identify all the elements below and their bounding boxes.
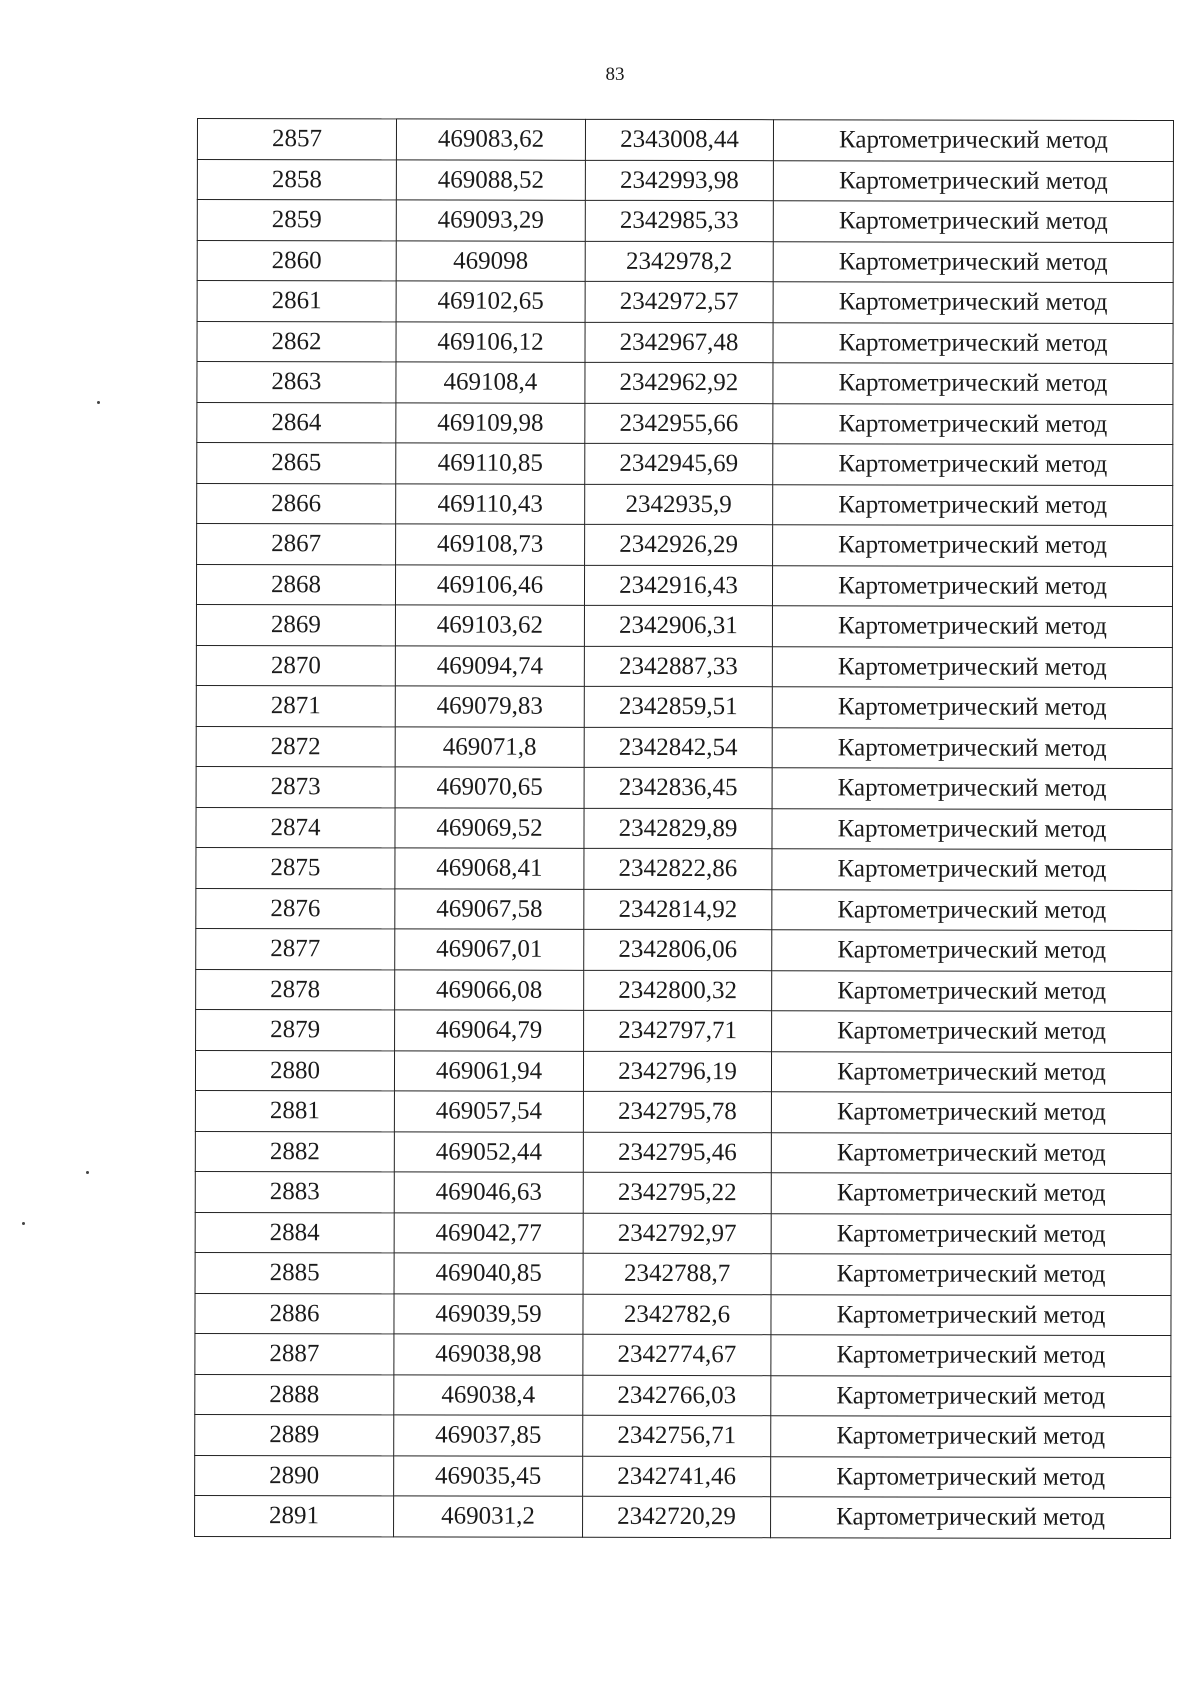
- table-row: [197, 321, 1173, 364]
- x-coordinate-cell: 469088,52: [396, 159, 585, 200]
- table-row: [195, 1212, 1171, 1255]
- y-coordinate-cell: 2342967,48: [585, 322, 773, 363]
- table-row: [195, 1495, 1171, 1538]
- table-row: [195, 1252, 1171, 1295]
- y-coordinate-cell: 2342756,71: [583, 1415, 771, 1456]
- method-cell: Картометрический метод: [771, 1254, 1171, 1295]
- y-coordinate-cell: 2342822,86: [584, 848, 772, 889]
- table-row: [195, 1455, 1171, 1498]
- y-coordinate-cell: 2342806,06: [584, 929, 772, 970]
- point-number-cell: 2875: [196, 847, 395, 888]
- table-row: [196, 564, 1172, 607]
- x-coordinate-cell: 469042,77: [394, 1212, 583, 1253]
- y-coordinate-cell: 2342796,19: [583, 1051, 771, 1092]
- y-coordinate-cell: 2342766,03: [583, 1375, 771, 1416]
- x-coordinate-cell: 469110,85: [396, 443, 585, 484]
- x-coordinate-cell: 469110,43: [396, 483, 585, 524]
- table-row: [196, 685, 1172, 728]
- x-coordinate-cell: 469064,79: [395, 1010, 584, 1051]
- y-coordinate-cell: 2342993,98: [585, 160, 773, 201]
- x-coordinate-cell: 469068,41: [395, 848, 584, 889]
- table-row: [197, 119, 1173, 162]
- point-number-cell: 2889: [195, 1414, 394, 1455]
- method-cell: Картометрический метод: [771, 1335, 1171, 1376]
- x-coordinate-cell: 469108,4: [396, 362, 585, 403]
- y-coordinate-cell: 2342985,33: [585, 200, 773, 241]
- point-number-cell: 2877: [196, 928, 395, 969]
- table-row: [197, 281, 1173, 324]
- method-cell: Картометрический метод: [771, 1092, 1171, 1133]
- x-coordinate-cell: 469067,01: [395, 929, 584, 970]
- point-number-cell: 2890: [195, 1455, 394, 1496]
- table-row: [197, 240, 1173, 283]
- x-coordinate-cell: 469039,59: [394, 1293, 583, 1334]
- point-number-cell: 2886: [195, 1293, 394, 1334]
- point-number-cell: 2872: [196, 726, 395, 767]
- method-cell: Картометрический метод: [772, 606, 1172, 647]
- method-cell: Картометрический метод: [772, 808, 1172, 849]
- x-coordinate-cell: 469106,46: [395, 564, 584, 605]
- y-coordinate-cell: 2342782,6: [583, 1294, 771, 1335]
- method-cell: Картометрический метод: [773, 444, 1173, 485]
- point-number-cell: 2888: [195, 1374, 394, 1415]
- point-number-cell: 2891: [195, 1495, 394, 1536]
- y-coordinate-cell: 2342720,29: [583, 1496, 771, 1537]
- y-coordinate-cell: 2342978,2: [585, 241, 773, 282]
- table-row: [196, 766, 1172, 809]
- coordinates-table-body: [195, 119, 1174, 1539]
- method-cell: Картометрический метод: [772, 565, 1172, 606]
- x-coordinate-cell: 469070,65: [395, 767, 584, 808]
- method-cell: Картометрический метод: [773, 201, 1173, 242]
- coordinates-table: [194, 118, 1174, 1539]
- point-number-cell: 2883: [195, 1171, 394, 1212]
- scan-speck: [97, 401, 100, 404]
- y-coordinate-cell: 2342962,92: [585, 362, 773, 403]
- method-cell: Картометрический метод: [771, 1294, 1171, 1335]
- point-number-cell: 2858: [197, 159, 396, 200]
- method-cell: Картометрический метод: [771, 1497, 1171, 1538]
- method-cell: Картометрический метод: [773, 363, 1173, 404]
- method-cell: Картометрический метод: [772, 727, 1172, 768]
- table-row: [195, 1333, 1171, 1376]
- method-cell: Картометрический метод: [772, 646, 1172, 687]
- method-cell: Картометрический метод: [771, 1416, 1171, 1457]
- method-cell: Картометрический метод: [773, 120, 1173, 161]
- x-coordinate-cell: 469094,74: [395, 645, 584, 686]
- table-row: [195, 1374, 1171, 1417]
- method-cell: Картометрический метод: [771, 1456, 1171, 1497]
- method-cell: Картометрический метод: [771, 1173, 1171, 1214]
- method-cell: Картометрический метод: [772, 849, 1172, 890]
- point-number-cell: 2865: [197, 443, 396, 484]
- y-coordinate-cell: 2342795,22: [583, 1172, 771, 1213]
- table-row: [196, 645, 1172, 688]
- table-row: [196, 847, 1172, 890]
- point-number-cell: 2857: [197, 119, 396, 160]
- point-number-cell: 2870: [196, 645, 395, 686]
- table-row: [195, 1050, 1171, 1093]
- point-number-cell: 2873: [196, 766, 395, 807]
- x-coordinate-cell: 469057,54: [394, 1091, 583, 1132]
- y-coordinate-cell: 2342836,45: [584, 767, 772, 808]
- point-number-cell: 2871: [196, 685, 395, 726]
- x-coordinate-cell: 469061,94: [394, 1050, 583, 1091]
- y-coordinate-cell: 2342935,9: [585, 484, 773, 525]
- x-coordinate-cell: 469098: [396, 240, 585, 281]
- x-coordinate-cell: 469046,63: [394, 1172, 583, 1213]
- x-coordinate-cell: 469037,85: [394, 1415, 583, 1456]
- table-row: [197, 443, 1173, 486]
- x-coordinate-cell: 469083,62: [396, 119, 585, 160]
- method-cell: Картометрический метод: [773, 282, 1173, 323]
- table-row: [196, 928, 1172, 971]
- point-number-cell: 2861: [197, 281, 396, 322]
- point-number-cell: 2874: [196, 807, 395, 848]
- table-row: [195, 1414, 1171, 1457]
- point-number-cell: 2868: [196, 564, 395, 605]
- x-coordinate-cell: 469031,2: [394, 1496, 583, 1537]
- point-number-cell: 2867: [197, 524, 396, 565]
- point-number-cell: 2885: [195, 1252, 394, 1293]
- x-coordinate-cell: 469040,85: [394, 1253, 583, 1294]
- point-number-cell: 2879: [196, 1009, 395, 1050]
- method-cell: Картометрический метод: [771, 1213, 1171, 1254]
- y-coordinate-cell: 2342797,71: [584, 1010, 772, 1051]
- table-row: [195, 1171, 1171, 1214]
- page-number: 83: [605, 64, 625, 85]
- method-cell: Картометрический метод: [771, 1132, 1171, 1173]
- method-cell: Картометрический метод: [773, 241, 1173, 282]
- scan-speck: [22, 1222, 25, 1225]
- table-row: [197, 159, 1173, 202]
- y-coordinate-cell: 2342945,69: [585, 443, 773, 484]
- method-cell: Картометрический метод: [772, 889, 1172, 930]
- point-number-cell: 2863: [197, 362, 396, 403]
- method-cell: Картометрический метод: [773, 525, 1173, 566]
- table-row: [196, 605, 1172, 648]
- y-coordinate-cell: 2342795,46: [583, 1132, 771, 1173]
- table-row: [195, 1090, 1171, 1133]
- x-coordinate-cell: 469109,98: [396, 402, 585, 443]
- x-coordinate-cell: 469093,29: [396, 200, 585, 241]
- method-cell: Картометрический метод: [771, 1051, 1171, 1092]
- x-coordinate-cell: 469102,65: [396, 281, 585, 322]
- table-row: [196, 726, 1172, 769]
- y-coordinate-cell: 2342774,67: [583, 1334, 771, 1375]
- x-coordinate-cell: 469066,08: [395, 969, 584, 1010]
- table-row: [197, 483, 1173, 526]
- point-number-cell: 2869: [196, 605, 395, 646]
- point-number-cell: 2859: [197, 200, 396, 241]
- method-cell: Картометрический метод: [772, 970, 1172, 1011]
- y-coordinate-cell: 2342800,32: [584, 970, 772, 1011]
- method-cell: Картометрический метод: [773, 484, 1173, 525]
- point-number-cell: 2862: [197, 321, 396, 362]
- point-number-cell: 2866: [197, 483, 396, 524]
- point-number-cell: 2882: [195, 1131, 394, 1172]
- point-number-cell: 2881: [195, 1090, 394, 1131]
- x-coordinate-cell: 469071,8: [395, 726, 584, 767]
- x-coordinate-cell: 469069,52: [395, 807, 584, 848]
- scan-speck: [86, 1171, 89, 1174]
- y-coordinate-cell: 2342887,33: [584, 646, 772, 687]
- point-number-cell: 2880: [195, 1050, 394, 1091]
- y-coordinate-cell: 2342926,29: [585, 524, 773, 565]
- y-coordinate-cell: 2342792,97: [583, 1213, 771, 1254]
- method-cell: Картометрический метод: [773, 322, 1173, 363]
- y-coordinate-cell: 2342906,31: [584, 605, 772, 646]
- point-number-cell: 2887: [195, 1333, 394, 1374]
- x-coordinate-cell: 469052,44: [394, 1131, 583, 1172]
- table-row: [195, 1131, 1171, 1174]
- table-row: [196, 888, 1172, 931]
- y-coordinate-cell: 2342955,66: [585, 403, 773, 444]
- method-cell: Картометрический метод: [773, 403, 1173, 444]
- table-row: [196, 807, 1172, 850]
- method-cell: Картометрический метод: [773, 160, 1173, 201]
- x-coordinate-cell: 469038,4: [394, 1374, 583, 1415]
- y-coordinate-cell: 2342741,46: [583, 1456, 771, 1497]
- method-cell: Картометрический метод: [772, 1011, 1172, 1052]
- table-row: [195, 1293, 1171, 1336]
- y-coordinate-cell: 2343008,44: [585, 119, 773, 160]
- y-coordinate-cell: 2342795,78: [583, 1091, 771, 1132]
- y-coordinate-cell: 2342814,92: [584, 889, 772, 930]
- point-number-cell: 2860: [197, 240, 396, 281]
- x-coordinate-cell: 469103,62: [395, 605, 584, 646]
- y-coordinate-cell: 2342788,7: [583, 1253, 771, 1294]
- y-coordinate-cell: 2342972,57: [585, 281, 773, 322]
- point-number-cell: 2878: [196, 969, 395, 1010]
- y-coordinate-cell: 2342916,43: [584, 565, 772, 606]
- method-cell: Картометрический метод: [771, 1375, 1171, 1416]
- method-cell: Картометрический метод: [772, 687, 1172, 728]
- point-number-cell: 2876: [196, 888, 395, 929]
- table-row: [197, 362, 1173, 405]
- point-number-cell: 2884: [195, 1212, 394, 1253]
- x-coordinate-cell: 469035,45: [394, 1455, 583, 1496]
- table-row: [196, 969, 1172, 1012]
- y-coordinate-cell: 2342829,89: [584, 808, 772, 849]
- x-coordinate-cell: 469067,58: [395, 888, 584, 929]
- x-coordinate-cell: 469108,73: [396, 524, 585, 565]
- table-row: [197, 200, 1173, 243]
- table-row: [197, 402, 1173, 445]
- y-coordinate-cell: 2342842,54: [584, 727, 772, 768]
- table-row: [196, 1009, 1172, 1052]
- x-coordinate-cell: 469038,98: [394, 1334, 583, 1375]
- x-coordinate-cell: 469079,83: [395, 686, 584, 727]
- method-cell: Картометрический метод: [772, 930, 1172, 971]
- x-coordinate-cell: 469106,12: [396, 321, 585, 362]
- point-number-cell: 2864: [197, 402, 396, 443]
- table-row: [197, 524, 1173, 567]
- y-coordinate-cell: 2342859,51: [584, 686, 772, 727]
- method-cell: Картометрический метод: [772, 768, 1172, 809]
